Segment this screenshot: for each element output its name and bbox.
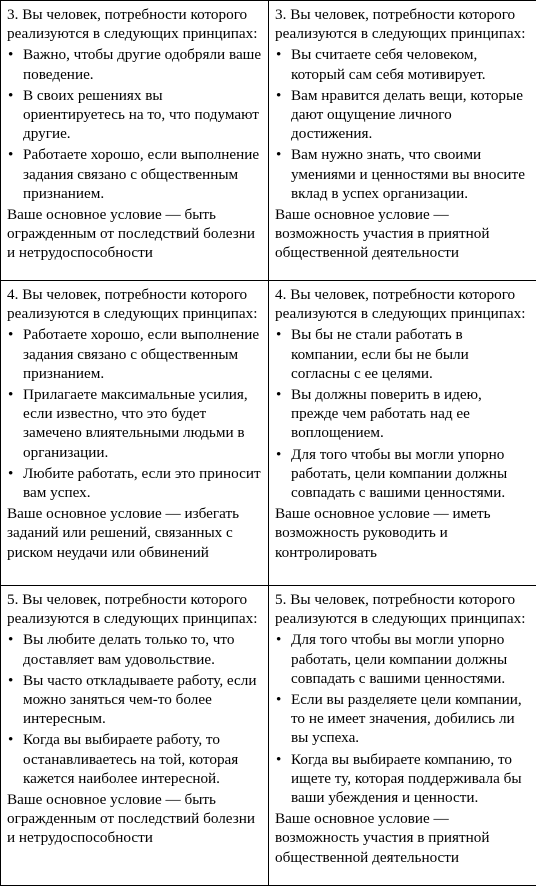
- cell-heading: 3. Вы человек, потребности которого реализуются в следующих принципах:: [7, 6, 258, 43]
- table-cell-right: [269, 586, 536, 886]
- list-item: • Когда вы выбираете работу, то останавливаетесь на той, которая кажется наиболее интересной.: [7, 730, 263, 788]
- cell-heading: 3. Вы человек, потребности которого реализуются в следующих принципах:: [275, 6, 526, 43]
- list-item: • Вам нравится делать вещи, которые дают ощущение личного достижения.: [275, 86, 531, 144]
- list-item: • Для того чтобы вы могли упорно работать, цели компании должны совпадать с вашими ценностями.: [275, 630, 531, 688]
- list-item: • Важно, чтобы другие одобряли ваше поведение.: [7, 45, 263, 83]
- cell-condition: Ваше основное условие — быть огражденным от последствий болезни и нетрудоспособности: [7, 791, 255, 847]
- cell-condition: Ваше основное условие — возможность участия в приятной общественной деятельности: [275, 810, 490, 866]
- list-item: • Работаете хорошо, если выполнение задания связано с общественным признанием.: [7, 325, 263, 383]
- cell-condition: Ваше основное условие — избегать заданий или решений, связанных с риском неудачи или обвинений: [7, 505, 240, 561]
- list-item: • Работаете хорошо, если выполнение задания связано с общественным признанием.: [7, 145, 263, 203]
- list-item: • Когда вы выбираете компанию, то ищете ту, которая поддерживала бы ваши убеждения и ценности.: [275, 750, 531, 808]
- table-row: [1, 586, 536, 886]
- list-item: • Вы считаете себя человеком, который сам себя мотивирует.: [275, 45, 531, 83]
- bullet-list: [275, 325, 531, 502]
- bullet-list: [275, 630, 531, 807]
- table-cell-right: [269, 281, 536, 586]
- list-item: • Любите работать, если это приносит вам успех.: [7, 464, 263, 502]
- cell-condition: Ваше основное условие — быть огражденным от последствий болезни и нетрудоспособности: [7, 206, 255, 262]
- table-cell-left: [1, 586, 269, 886]
- list-item: • Для того чтобы вы могли упорно работать, цели компании должны совпадать с вашими ценностями.: [275, 445, 531, 503]
- list-item: • Вы должны поверить в идею, прежде чем работать над ее воплощением.: [275, 385, 531, 443]
- bullet-list: [7, 45, 263, 203]
- cell-condition: Ваше основное условие — возможность участия в приятной общественной деятельности: [275, 206, 490, 262]
- table-row: [1, 1, 536, 281]
- cell-heading: 4. Вы человек, потребности которого реализуются в следующих принципах:: [7, 286, 258, 323]
- cell-heading: 4. Вы человек, потребности которого реализуются в следующих принципах:: [275, 286, 526, 323]
- list-item: • Вы любите делать только то, что доставляет вам удовольствие.: [7, 630, 263, 668]
- list-item: • Прилагаете максимальные усилия, если известно, что это будет замечено влиятельными людьми в организации.: [7, 385, 263, 462]
- list-item: • Вы бы не стали работать в компании, если бы не были согласны с ее целями.: [275, 325, 531, 383]
- table-row: [1, 281, 536, 586]
- table-cell-left: [1, 1, 269, 281]
- list-item: • В своих решениях вы ориентируетесь на то, что подумают другие.: [7, 86, 263, 144]
- list-item: • Вам нужно знать, что своими умениями и ценностями вы вносите вклад в успех организации.: [275, 145, 531, 203]
- table-cell-right: [269, 1, 536, 281]
- cell-condition: Ваше основное условие — иметь возможность руководить и контролировать: [275, 505, 491, 561]
- cell-heading: 5. Вы человек, потребности которого реализуются в следующих принципах:: [275, 591, 526, 628]
- list-item: • Если вы разделяете цели компании, то не имеет значения, добились ли вы успеха.: [275, 690, 531, 748]
- cell-heading: 5. Вы человек, потребности которого реализуются в следующих принципах:: [7, 591, 258, 628]
- bullet-list: [275, 45, 531, 203]
- bullet-list: [7, 630, 263, 788]
- list-item: • Вы часто откладываете работу, если можно заняться чем-то более интересным.: [7, 671, 263, 729]
- bullet-list: [7, 325, 263, 502]
- table-cell-left: [1, 281, 269, 586]
